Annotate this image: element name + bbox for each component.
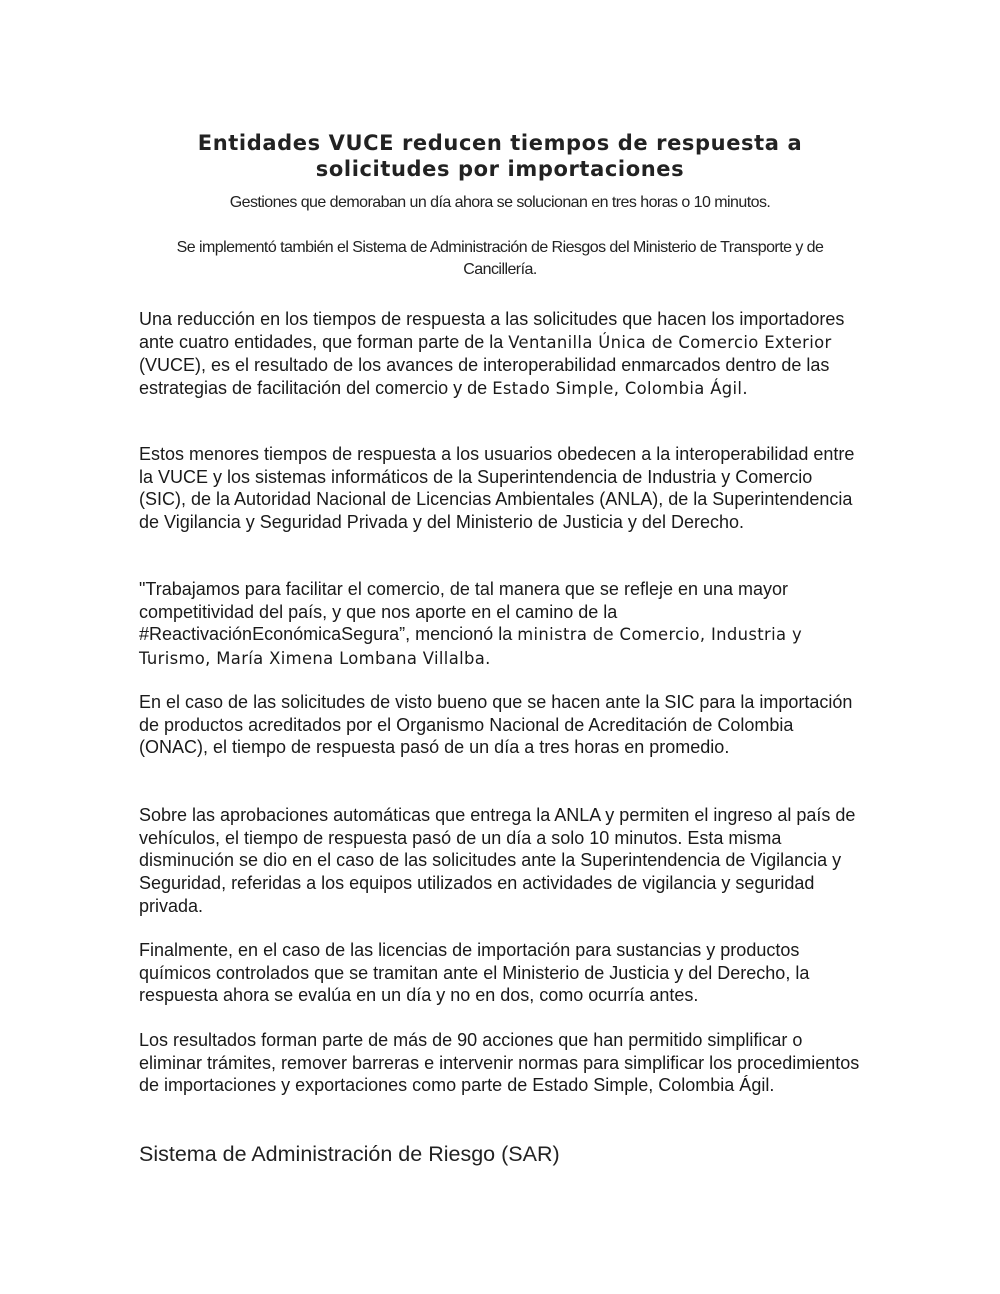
article-subtitle-1: Gestiones que demoraban un día ahora se solucionan en tres horas o 10 minutos. bbox=[229, 194, 771, 211]
paragraph-results: Los resultados forman parte de más de 90 acciones que han permitido simplificar o eliminar trámites, remover barreras e intervenir normas para simplificar los procedimientos de importaciones y exportaciones como parte de Estado Simple, Colombia Ágil. bbox=[139, 1030, 860, 1096]
paragraph-intro-text-c: (VUCE), es el resultado de los avances de interoperabilidad enmarcados dentro de las estrategias de facilitación del comercio y de bbox=[139, 355, 830, 399]
section-heading-sar: Sistema de Administración de Riesgo (SAR) bbox=[139, 1142, 560, 1166]
paragraph-justicia: Finalmente, en el caso de las licencias de importación para sustancias y productos químicos controlados que se tramitan ante el Ministerio de Justicia y del Derecho, la respuesta ahora se evalúa en un día y no en dos, como ocurría antes. bbox=[139, 940, 810, 1006]
estado-simple-name: Estado Simple, Colombia Ágil. bbox=[492, 379, 748, 399]
paragraph-intro bbox=[139, 308, 863, 401]
paragraph-sic: En el caso de las solicitudes de visto bueno que se hacen ante la SIC para la importación de productos acreditados por el Organismo Nacional de Acreditación de Colombia (ONAC), el tiempo de respuesta pasó de un día a tres horas en promedio. bbox=[139, 692, 853, 758]
paragraph-interoperability: Estos menores tiempos de respuesta a los usuarios obedecen a la interoperabilidad entre la VUCE y los sistemas informáticos de la Superintendencia de Industria y Comercio (SIC), de la Autoridad Nacional de Licencias Ambientales (ANLA), de la Superintendencia de Vigilancia y Seguridad Privada y del Ministerio de Justicia y del Derecho. bbox=[139, 444, 855, 533]
vuce-name: Ventanilla Única de Comercio Exterior bbox=[508, 332, 832, 352]
quote-text: "Trabajamos para facilitar el comercio, de tal manera que se refleje en una mayor competitividad del país, y que nos aporte en el camino de la #ReactivaciónEconómicaSegura”, mencionó la bbox=[139, 579, 789, 645]
paragraph-quote bbox=[139, 578, 863, 671]
paragraph-anla: Sobre las aprobaciones automáticas que entrega la ANLA y permiten el ingreso al país de vehículos, el tiempo de respuesta pasó de un día a solo 10 minutos. Esta misma disminución se dio en el caso de las solicitudes ante la Superintendencia de Vigilancia y Seguridad, referidas a los equipos utilizados en actividades de vigilancia y seguridad privada. bbox=[139, 805, 856, 916]
paragraph-intro-text-a: Una reducción en los tiempos de respuesta a las solicitudes que hacen los importadores ante cuatro entidades, que forman parte de la bbox=[139, 309, 845, 352]
minister-name: ministra de Comercio, Industria y Turismo, María Ximena Lombana Villalba. bbox=[139, 625, 803, 669]
article-title: Entidades VUCE reducen tiempos de respuesta a solicitudes por importaciones bbox=[197, 131, 803, 182]
article-subtitle-2: Se implementó también el Sistema de Administración de Riesgos del Ministerio de Transporte y de Cancillería. bbox=[176, 239, 824, 278]
